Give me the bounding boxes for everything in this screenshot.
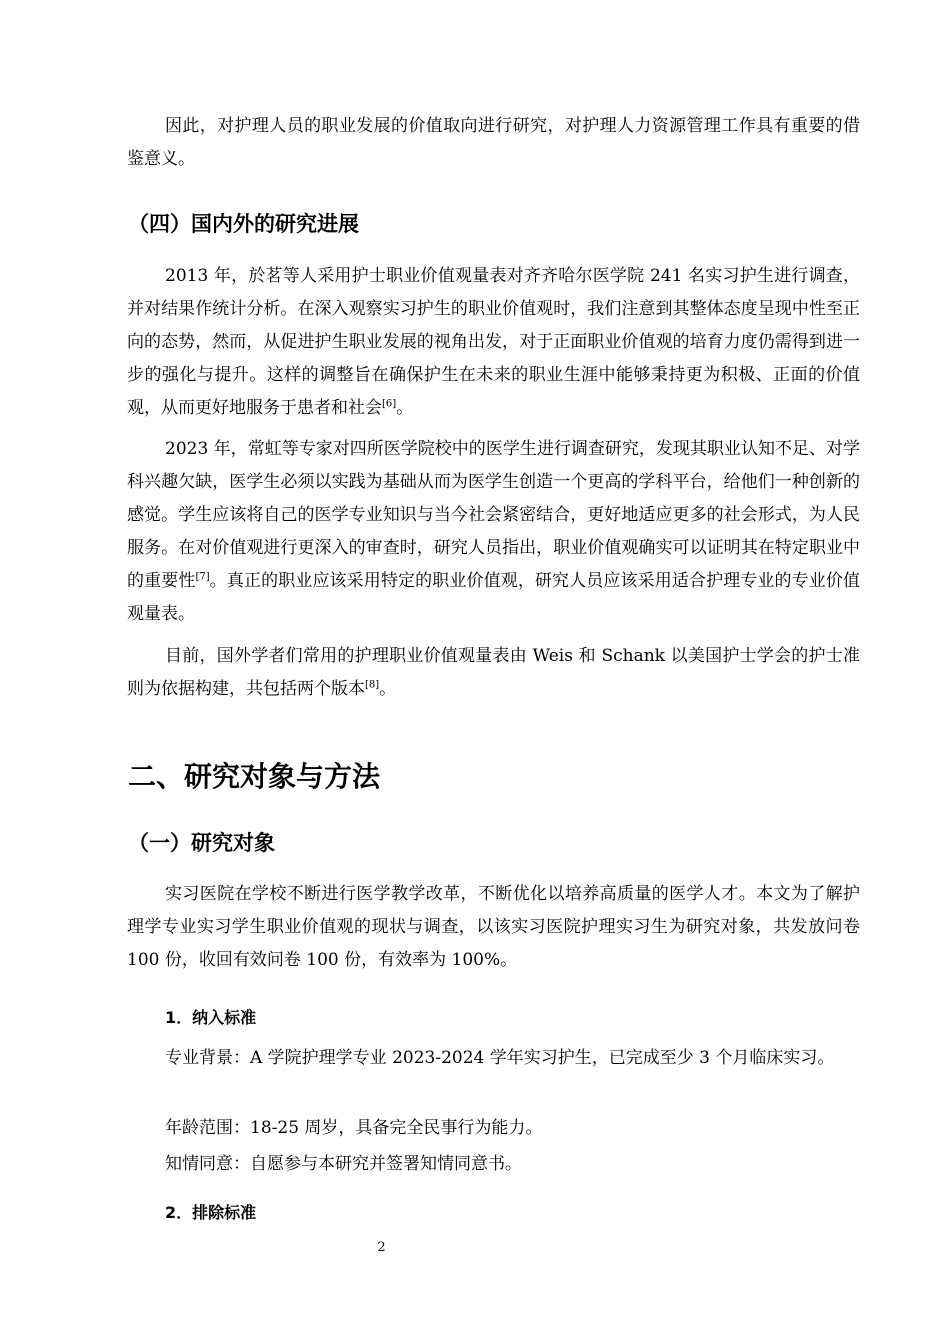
heading-exclusion-criteria: 2．排除标准 [165, 1203, 257, 1222]
citation-7: [7] [195, 571, 210, 583]
heading-inclusion-criteria: 1．纳入标准 [165, 1008, 257, 1027]
page-number: 2 [377, 1240, 386, 1255]
heading-section-2: 二、研究对象与方法 [128, 760, 381, 793]
heading-research-progress: （四）国内外的研究进展 [128, 212, 359, 236]
paragraph-2013 [127, 260, 860, 425]
paragraph-2023 [127, 433, 860, 631]
paragraph-2013-text: 2013 年，於茗等人采用护士职业价值观量表对齐齐哈尔医学院 241 名实习护生进行调查，并对结果作统计分析。在深入观察实习护生的职业价值观时，我们注意到其整体态度呈现中性至正向的态势，然而，从促进护生职业发展的视角出发，对于正面职业价值观的培育力度仍需得到进一步的强化与提升。这样的调整旨在确保护生在未来的职业生涯中能够秉持更为积极、正面的价值观，从而更好地服务于患者和社会 [127, 266, 860, 418]
intro-paragraph: 因此，对护理人员的职业发展的价值取向进行研究，对护理人力资源管理工作具有重要的借鉴意义。 [127, 116, 860, 169]
paragraph-2013-end: 。 [396, 398, 414, 418]
heading-research-subjects: （一）研究对象 [128, 831, 275, 855]
paragraph-foreign [127, 640, 860, 706]
paragraph-informed-consent: 知情同意：自愿参与本研究并签署知情同意书。 [165, 1154, 522, 1174]
citation-6: [6] [382, 398, 397, 410]
paragraph-subjects: 实习医院在学校不断进行医学教学改革，不断优化以培养高质量的医学人才。本文为了解护理学专业实习学生职业价值观的现状与调查，以该实习医院护理实习生为研究对象，共发放问卷 100 份，收回有效问卷 100 份，有效率为 100%。 [127, 884, 860, 970]
paragraph-professional-background: 专业背景：A 学院护理学专业 2023-2024 学年实习护生，已完成至少 3 个月临床实习。 [165, 1048, 835, 1068]
paragraph-foreign-text: 目前，国外学者们常用的护理职业价值观量表由 Weis 和 Schank 以美国护士学会的护士准则为依据构建，共包括两个版本 [127, 646, 860, 699]
paragraph-foreign-end: 。 [379, 679, 397, 699]
paragraph-2023-text-b: 。真正的职业应该采用特定的职业价值观，研究人员应该采用适合护理专业的专业价值观量表。 [127, 571, 861, 624]
paragraph-2023-text-a: 2023 年，常虹等专家对四所医学院校中的医学生进行调查研究，发现其职业认知不足、对学科兴趣欠缺，医学生必须以实践为基础从而为医学生创造一个更高的学科平台，给他们一种创新的感觉。学生应该将自己的医学专业知识与当今社会紧密结合，更好地适应更多的社会形式，为人民服务。在对价值观进行更深入的审查时，研究人员指出，职业价值观确实可以证明其在特定职业中的重要性 [127, 439, 860, 591]
paragraph-age-range: 年龄范围：18-25 周岁，具备完全民事行为能力。 [165, 1118, 543, 1138]
citation-8: [8] [365, 679, 380, 691]
